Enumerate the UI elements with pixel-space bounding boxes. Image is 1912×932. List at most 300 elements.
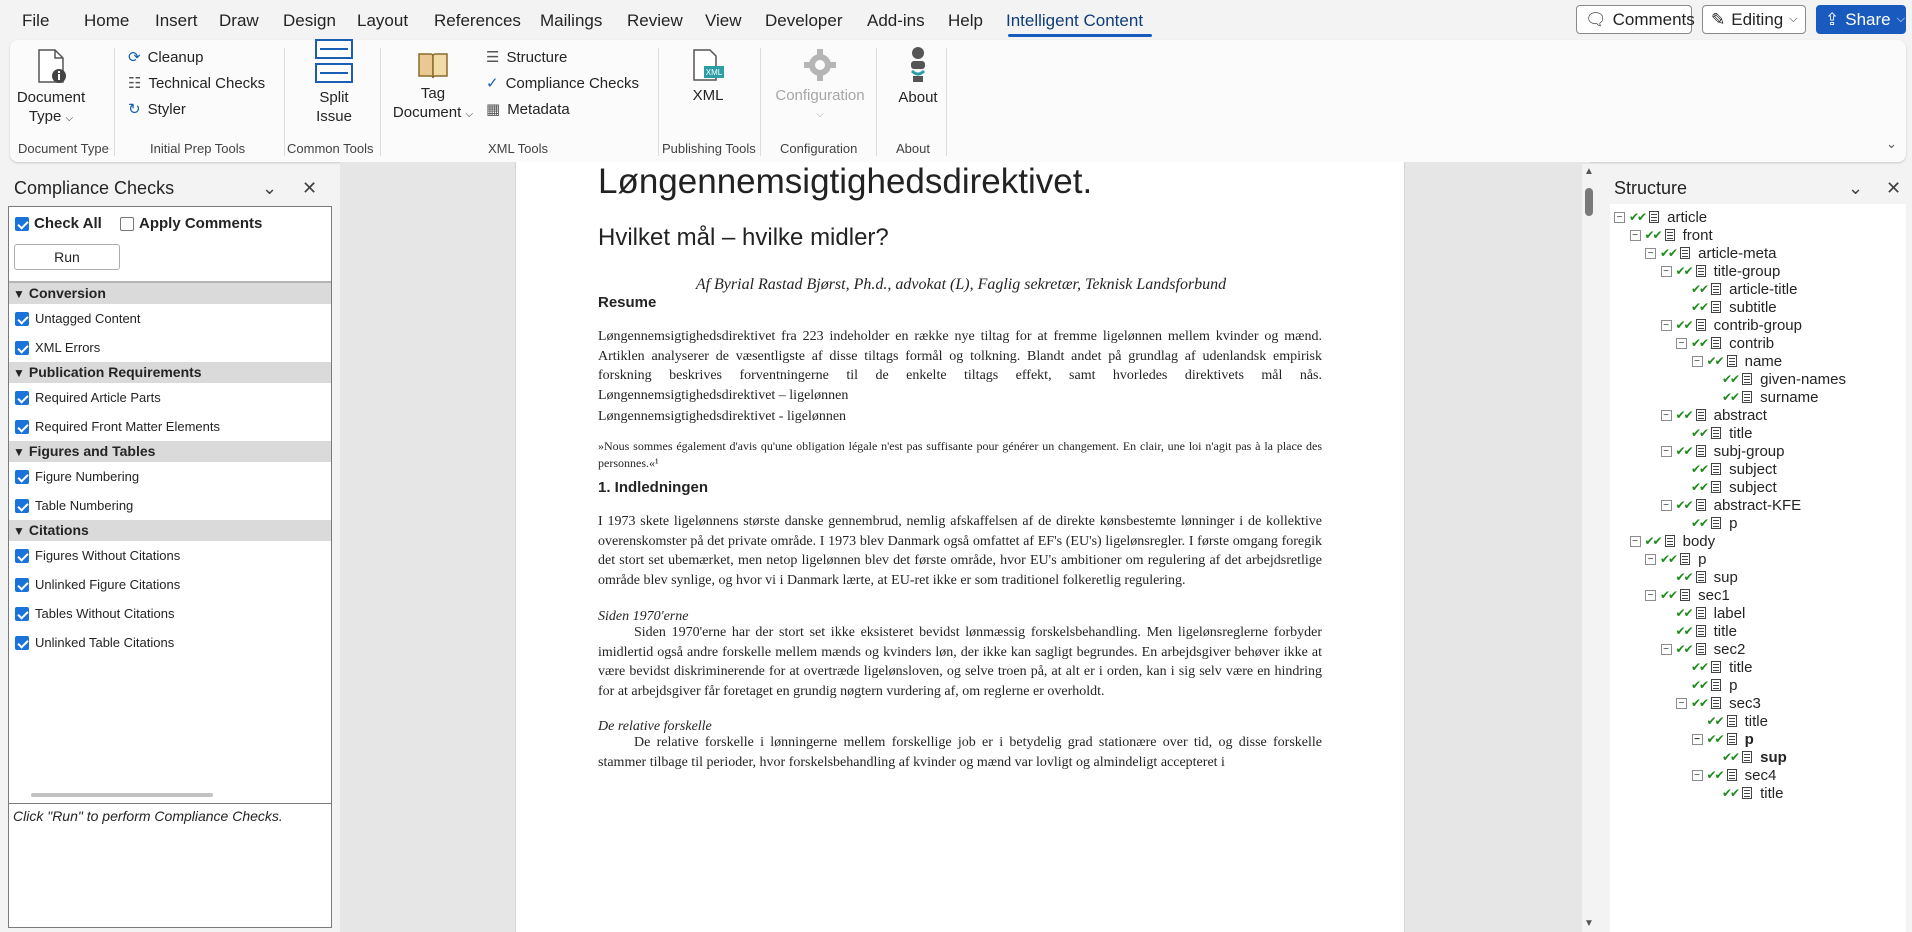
element-document-icon	[1696, 571, 1706, 583]
tree-connector	[1692, 716, 1703, 727]
svg-text:XML: XML	[705, 68, 723, 77]
tab-help[interactable]: Help	[948, 11, 983, 30]
element-document-icon	[1696, 265, 1706, 277]
tree-node-label: title	[1729, 658, 1753, 676]
collapse-toggle-icon[interactable]: −	[1661, 266, 1672, 277]
tree-node-label: title	[1760, 784, 1784, 802]
tree-node-label: sec1	[1698, 586, 1730, 604]
tree-node-label: title	[1713, 622, 1737, 640]
tree-node-label: sec4	[1744, 766, 1777, 784]
comment-icon: 🗨	[1585, 9, 1607, 29]
tree-connector	[1661, 626, 1672, 637]
group-separator	[380, 48, 381, 156]
tree-connector	[1707, 788, 1718, 799]
collapse-triangle-icon: ▼	[13, 287, 25, 301]
element-document-icon	[1711, 661, 1721, 673]
group-separator	[658, 48, 659, 156]
styler-button[interactable]	[128, 100, 186, 118]
document-type-label-2: Type	[28, 108, 62, 125]
structure-icon: ☰	[486, 49, 500, 66]
check-item-figure-numbering[interactable]	[9, 462, 331, 491]
document-info-icon	[35, 48, 67, 84]
structure-pane	[1600, 168, 1912, 932]
group-label-publishing-tools: Publishing Tools	[662, 141, 756, 156]
checkbox-checked-icon	[15, 607, 29, 621]
check-item-label: Required Front Matter Elements	[35, 419, 220, 434]
tab-review[interactable]: Review	[627, 11, 683, 30]
tab-home[interactable]: Home	[84, 11, 130, 30]
valid-check-icon: ✔✔	[1691, 660, 1708, 674]
compliance-check-list	[9, 283, 331, 657]
valid-check-icon: ✔✔	[1675, 570, 1692, 584]
structure-label: Structure	[506, 48, 568, 66]
pane-title: Compliance Checks	[14, 178, 175, 198]
tree-node-label: p	[1729, 514, 1738, 532]
apply-comments-label: Apply Comments	[139, 215, 263, 232]
element-document-icon	[1711, 517, 1721, 529]
check-item-label: Table Numbering	[35, 498, 134, 513]
group-label-common-tools: Common Tools	[287, 141, 374, 156]
ribbon	[10, 40, 1906, 162]
element-document-icon	[1711, 283, 1721, 295]
tree-node-label: abstract	[1713, 406, 1767, 424]
group-label-about: About	[896, 141, 930, 156]
tree-node-label: contrib-group	[1713, 316, 1802, 334]
section-2-title: Siden 1970'erne	[598, 609, 689, 624]
scroll-thumb[interactable]	[1585, 188, 1593, 216]
cleanup-button[interactable]	[128, 48, 203, 66]
element-document-icon	[1680, 553, 1690, 565]
tree-node-label: title	[1744, 712, 1768, 730]
checkbox-checked-icon	[15, 391, 29, 405]
check-item-unlinked-table-citations[interactable]	[9, 628, 331, 657]
tree-connector	[1676, 302, 1687, 313]
cleanup-icon: ⟳	[128, 49, 141, 66]
article-title: Løngennemsigtighedsdirektivet.	[598, 162, 1093, 201]
apply-comments-checkbox[interactable]	[120, 215, 262, 232]
element-document-icon	[1696, 607, 1706, 619]
category-conversion[interactable]	[9, 283, 331, 304]
tree-connector	[1676, 464, 1687, 475]
tree-connector	[1676, 482, 1687, 493]
xml-file-icon	[690, 48, 726, 82]
share-icon: ⇪	[1825, 9, 1840, 29]
split-issue-label: Split	[319, 89, 349, 106]
element-document-icon	[1727, 769, 1737, 781]
tree-node-label: sec3	[1729, 694, 1761, 712]
chevron-down-icon: ⌵	[1896, 13, 1905, 25]
cleanup-label: Cleanup	[147, 48, 204, 66]
metadata-label: Metadata	[507, 100, 570, 118]
tree-node-label: body	[1682, 532, 1716, 550]
valid-check-icon: ✔✔	[1722, 390, 1739, 404]
tree-node-label: p	[1729, 676, 1738, 694]
group-separator	[284, 48, 285, 156]
valid-check-icon: ✔✔	[1675, 498, 1692, 512]
category-citations[interactable]	[9, 520, 331, 541]
valid-check-icon: ✔✔	[1675, 444, 1692, 458]
group-label-document-type: Document Type	[18, 141, 109, 156]
tree-node-label: article	[1667, 208, 1708, 226]
tree-connector	[1676, 518, 1687, 529]
collapse-triangle-icon: ▼	[13, 366, 25, 380]
menu-bar	[0, 0, 1912, 42]
check-item-label: Unlinked Figure Citations	[35, 577, 181, 592]
tab-mailings[interactable]: Mailings	[540, 11, 603, 30]
pane-options-icon[interactable]: ⌄	[1848, 178, 1864, 198]
split-issue-button[interactable]	[298, 38, 370, 126]
compliance-checks-button[interactable]	[486, 74, 639, 92]
pane-title: Structure	[1614, 178, 1688, 198]
valid-check-icon: ✔✔	[1644, 534, 1661, 548]
resume-heading: Resume	[598, 294, 657, 311]
tree-node-label: label	[1713, 604, 1746, 622]
element-document-icon	[1742, 373, 1752, 385]
tree-node-label: title-group	[1713, 262, 1781, 280]
collapse-triangle-icon: ▼	[13, 445, 25, 459]
valid-check-icon: ✔✔	[1660, 246, 1677, 260]
tree-node-label: contrib	[1729, 334, 1775, 352]
valid-check-icon: ✔✔	[1660, 552, 1677, 566]
group-label-initial-prep-tools: Initial Prep Tools	[150, 141, 246, 156]
element-document-icon	[1665, 535, 1675, 547]
element-document-icon	[1711, 697, 1721, 709]
valid-check-icon: ✔✔	[1675, 318, 1692, 332]
collapse-toggle-icon[interactable]: −	[1676, 338, 1687, 349]
checkbox-checked-icon	[15, 217, 29, 231]
active-tab-indicator	[1008, 34, 1152, 37]
collapse-toggle-icon[interactable]: −	[1692, 734, 1703, 745]
document-vertical-scrollbar[interactable]	[1582, 164, 1596, 932]
element-document-icon	[1742, 751, 1752, 763]
tree-node-label: subject	[1729, 478, 1777, 496]
chevron-down-icon: ⌵	[65, 113, 74, 124]
valid-check-icon: ✔✔	[1629, 210, 1646, 224]
valid-check-icon: ✔✔	[1691, 426, 1708, 440]
tree-node-label: article-title	[1729, 280, 1798, 298]
category-publication-requirements[interactable]	[9, 362, 331, 383]
tab-insert[interactable]: Insert	[155, 11, 198, 30]
checkbox-checked-icon	[15, 499, 29, 513]
element-document-icon	[1696, 499, 1706, 511]
collapse-toggle-icon[interactable]: −	[1614, 212, 1625, 223]
category-label: Citations	[28, 522, 89, 538]
document-page[interactable]	[515, 162, 1405, 932]
group-separator	[114, 48, 115, 156]
element-document-icon	[1711, 337, 1721, 349]
element-document-icon	[1727, 733, 1737, 745]
tab-view[interactable]: View	[705, 11, 742, 30]
category-label: Conversion	[28, 285, 106, 301]
article-subtitle: Hvilket mål – hvilke midler?	[598, 224, 889, 251]
about-label: About	[898, 89, 938, 106]
collapse-toggle-icon[interactable]: −	[1645, 248, 1656, 259]
collapse-toggle-icon[interactable]: −	[1645, 590, 1656, 601]
check-item-required-article-parts[interactable]	[9, 383, 331, 412]
comments-button[interactable]	[1576, 5, 1695, 34]
scroll-up-icon[interactable]: ▲	[1584, 166, 1594, 177]
tree-connector	[1676, 284, 1687, 295]
collapse-toggle-icon[interactable]: −	[1676, 698, 1687, 709]
collapse-toggle-icon[interactable]: −	[1630, 536, 1641, 547]
checkbox-checked-icon	[15, 549, 29, 563]
element-document-icon	[1680, 247, 1690, 259]
check-item-label: Tables Without Citations	[35, 606, 175, 621]
tag-document-button[interactable]	[388, 48, 478, 124]
styler-label: Styler	[147, 100, 186, 118]
technical-checks-button[interactable]	[128, 74, 265, 92]
valid-check-icon: ✔✔	[1691, 462, 1708, 476]
collapse-toggle-icon[interactable]: −	[1630, 230, 1641, 241]
category-figures-and-tables[interactable]	[9, 441, 331, 462]
section-1-paragraph: I 1973 skete ligelønnens største danske gennembrud, nemlig afskaffelsen af de direkte kønsbestemte lønninger i de kollektive overenskomster på det private område. I 1973 blev Danmark også omfattet af EF's (EU's) ligelønsregler. I første omgang foregik det stort set ubemærket, men netop ligelønnen blev det første område, hvor EU's ambitioner om regulering af det arbejdsretlige område blev synlige, og hvor vi i Danmark lærte, at EU-ret ikke er som traditionel folkeretlig regulering.	[598, 514, 1322, 588]
tab-add-ins[interactable]: Add-ins	[867, 11, 925, 30]
tab-intelligent-content[interactable]: Intelligent Content	[1006, 11, 1144, 30]
tree-connector	[1707, 374, 1718, 385]
collapse-toggle-icon[interactable]: −	[1661, 446, 1672, 457]
chevron-down-icon: ⌵	[816, 109, 824, 120]
editing-label: Editing	[1731, 9, 1784, 29]
run-button[interactable]: Run	[14, 244, 120, 270]
check-item-label: Required Article Parts	[35, 390, 161, 405]
valid-check-icon: ✔✔	[1706, 732, 1723, 746]
gear-icon	[803, 48, 837, 82]
valid-check-icon: ✔✔	[1691, 480, 1708, 494]
group-separator	[876, 48, 877, 156]
check-item-required-front-matter[interactable]	[9, 412, 331, 441]
chevron-down-icon: ⌵	[1789, 13, 1798, 25]
element-document-icon	[1742, 391, 1752, 403]
structure-tree	[1610, 204, 1906, 932]
valid-check-icon: ✔✔	[1644, 228, 1661, 242]
check-item-tables-without-citations[interactable]	[9, 599, 331, 628]
tree-node-label: surname	[1760, 388, 1819, 406]
valid-check-icon: ✔✔	[1722, 372, 1739, 386]
kfe-paragraph: Løngennemsigtighedsdirektivet - ligelønnen	[598, 409, 847, 424]
tree-node-label: subject	[1729, 460, 1777, 478]
tree-node-label: article-meta	[1698, 244, 1777, 262]
group-label-configuration: Configuration	[780, 141, 858, 156]
valid-check-icon: ✔✔	[1675, 642, 1692, 656]
styler-icon: ↻	[128, 101, 141, 118]
element-document-icon	[1696, 643, 1706, 655]
checkbox-checked-icon	[15, 636, 29, 650]
share-button[interactable]	[1816, 5, 1906, 34]
status-message: Click "Run" to perform Compliance Checks.	[9, 803, 331, 927]
section-1-heading: 1. Indledningen	[598, 479, 709, 496]
configuration-label: Configuration	[775, 87, 865, 104]
element-document-icon	[1711, 427, 1721, 439]
article-author: Af Byrial Rastad Bjørst, Ph.d., advokat (L), Faglig sekretær, Teknisk Landsforbund	[695, 276, 1227, 293]
checkmark-icon: ✓	[486, 75, 499, 92]
valid-check-icon: ✔✔	[1706, 714, 1723, 728]
editing-mode-button[interactable]	[1702, 5, 1806, 34]
compliance-checks-label: Compliance Checks	[505, 74, 639, 92]
collapse-toggle-icon[interactable]: −	[1692, 356, 1703, 367]
tab-layout[interactable]: Layout	[357, 11, 409, 30]
collapse-toggle-icon[interactable]: −	[1645, 554, 1656, 565]
tab-developer[interactable]: Developer	[765, 11, 843, 30]
document-type-label: Document	[16, 89, 86, 106]
pencil-icon: ✎	[1711, 9, 1726, 29]
tab-references[interactable]: References	[434, 11, 521, 30]
tree-node-label: subj-group	[1713, 442, 1785, 460]
element-document-icon	[1742, 787, 1752, 799]
element-document-icon	[1649, 211, 1659, 223]
tree-node-title[interactable]	[1707, 782, 1783, 804]
tag-document-label: Tag	[420, 85, 446, 102]
tree-connector	[1676, 680, 1687, 691]
share-label: Share	[1845, 9, 1891, 29]
tree-connector	[1676, 428, 1687, 439]
element-document-icon	[1696, 409, 1706, 421]
element-document-icon	[1727, 355, 1737, 367]
valid-check-icon: ✔✔	[1660, 588, 1677, 602]
valid-check-icon: ✔✔	[1706, 768, 1723, 782]
element-document-icon	[1665, 229, 1675, 241]
xml-label: XML	[692, 87, 724, 104]
about-person-icon	[905, 46, 931, 84]
tree-connector	[1661, 572, 1672, 583]
tree-node-label: sup	[1760, 748, 1787, 766]
element-document-icon	[1696, 319, 1706, 331]
tree-node-label: given-names	[1760, 370, 1846, 388]
collapse-toggle-icon[interactable]: −	[1661, 410, 1672, 421]
tree-node-label: sup	[1713, 568, 1738, 586]
tree-connector	[1707, 392, 1718, 403]
structure-button[interactable]	[486, 48, 567, 66]
element-document-icon	[1711, 481, 1721, 493]
check-all-label: Check All	[34, 215, 102, 232]
tree-node-label: p	[1698, 550, 1707, 568]
checkbox-checked-icon	[15, 420, 29, 434]
technical-checks-label: Technical Checks	[148, 74, 266, 92]
check-item-untagged-content[interactable]	[9, 304, 331, 333]
group-separator	[760, 48, 761, 156]
compliance-controls	[9, 207, 331, 283]
tag-document-label-2: Document	[392, 104, 462, 121]
check-item-unlinked-figure-citations[interactable]	[9, 570, 331, 599]
tree-connector	[1676, 662, 1687, 673]
collapse-triangle-icon: ▼	[13, 524, 25, 538]
check-item-figures-without-citations[interactable]	[9, 541, 331, 570]
valid-check-icon: ✔✔	[1675, 606, 1692, 620]
tab-draw[interactable]: Draw	[219, 11, 259, 30]
valid-check-icon: ✔✔	[1706, 354, 1723, 368]
category-label: Publication Requirements	[28, 364, 202, 380]
collapse-toggle-icon[interactable]: −	[1661, 500, 1672, 511]
valid-check-icon: ✔✔	[1675, 624, 1692, 638]
pane-options-icon[interactable]: ⌄	[262, 178, 278, 198]
section-3-title: De relative forskelle	[598, 719, 712, 734]
comments-label: Comments	[1612, 9, 1695, 29]
checkbox-checked-icon	[15, 578, 29, 592]
check-item-label: Figure Numbering	[35, 469, 140, 484]
tree-node-label: subtitle	[1729, 298, 1777, 316]
check-item-label: XML Errors	[35, 340, 101, 355]
compliance-checks-pane	[0, 168, 340, 932]
valid-check-icon: ✔✔	[1722, 786, 1739, 800]
tab-design[interactable]: Design	[283, 11, 336, 30]
tree-node-label: p	[1744, 730, 1754, 748]
checkbox-checked-icon	[15, 341, 29, 355]
check-item-label: Unlinked Table Citations	[35, 635, 175, 650]
checkbox-checked-icon	[15, 470, 29, 484]
tab-file[interactable]: File	[22, 11, 50, 30]
collapse-toggle-icon[interactable]: −	[1692, 770, 1703, 781]
group-label-xml-tools: XML Tools	[488, 141, 548, 156]
tree-node-label: sec2	[1713, 640, 1746, 658]
checkbox-unchecked-icon	[120, 217, 134, 231]
horizontal-scrollbar[interactable]	[31, 793, 213, 797]
element-document-icon	[1696, 445, 1706, 457]
valid-check-icon: ✔✔	[1691, 516, 1708, 530]
document-type-button[interactable]	[14, 48, 88, 128]
valid-check-icon: ✔✔	[1691, 282, 1708, 296]
collapse-toggle-icon[interactable]: −	[1661, 644, 1672, 655]
check-item-table-numbering[interactable]	[9, 491, 331, 520]
tree-node-label: title	[1729, 424, 1753, 442]
close-icon[interactable]: ✕	[1886, 178, 1902, 198]
checkbox-checked-icon	[15, 312, 29, 326]
section-2-paragraph: Siden 1970'erne har der stort set ikke eksisteret bevidst lønmæssig forskelsbehandling. Men ligelønsreglerne forbyder imidlertid også andre forskelle mellem mænds og kvinders løn, der ikke kan sagligt begrundes. En arbejdsgiver behøver ikke at være bevidst diskriminerende for at overtræde ligelønsloven, og selve troen på, at alt er i orden, kan i sig selv være en hindring for at arbejdsgiver får foretaget en grundig nøgtern vurdering af, om reglerne er overholdt.	[598, 625, 1322, 699]
quote-paragraph: »Nous sommes également d'avis qu'une obligation légale n'est pas suffisante pour générer un changement. En clair, une loi n'agit pas à la place des personnes.«¹	[598, 439, 1322, 470]
category-label: Figures and Tables	[28, 443, 156, 459]
chevron-down-icon: ⌵	[465, 109, 474, 120]
check-item-label: Figures Without Citations	[35, 548, 181, 563]
element-document-icon	[1711, 679, 1721, 691]
tree-connector	[1707, 752, 1718, 763]
tree-node-label: front	[1682, 226, 1713, 244]
check-all-checkbox[interactable]	[15, 215, 102, 232]
element-document-icon	[1680, 589, 1690, 601]
about-button[interactable]	[886, 46, 950, 107]
scroll-down-icon[interactable]: ▼	[1584, 918, 1594, 929]
metadata-button[interactable]	[486, 100, 570, 118]
close-icon[interactable]: ✕	[302, 178, 318, 198]
metadata-icon: ▦	[486, 101, 501, 118]
resume-paragraph: Løngennemsigtighedsdirektivet fra 223 indeholder en række nye tiltag for at fremme ligelønnen mellem kvinder og mænd. Artiklen analyserer de væsentligste af disse tiltags formål og tolkning. Blandt andet på grundlag af udenlandsk empirisk forskning beskrives forventningerne til de enkelte tiltags effekt, samt hvorledes direktivets mål nås. Løngennemsigtighedsdirektivet – ligelønnen	[598, 329, 1322, 403]
valid-check-icon: ✔✔	[1691, 678, 1708, 692]
element-document-icon	[1711, 463, 1721, 475]
valid-check-icon: ✔✔	[1675, 408, 1692, 422]
configuration-button[interactable]	[770, 48, 870, 124]
valid-check-icon: ✔✔	[1691, 300, 1708, 314]
tree-node-label: name	[1744, 352, 1783, 370]
tree-connector	[1661, 608, 1672, 619]
valid-check-icon: ✔✔	[1675, 264, 1692, 278]
group-separator	[946, 48, 947, 156]
collapse-ribbon-icon[interactable]: ⌄	[1886, 136, 1897, 151]
valid-check-icon: ✔✔	[1722, 750, 1739, 764]
book-icon	[415, 48, 451, 80]
check-item-xml-errors[interactable]	[9, 333, 331, 362]
valid-check-icon: ✔✔	[1691, 336, 1708, 350]
collapse-toggle-icon[interactable]: −	[1661, 320, 1672, 331]
tree-node-label: abstract-KFE	[1713, 496, 1802, 514]
split-issue-icon	[314, 38, 354, 84]
technical-checks-icon: ☷	[128, 75, 142, 92]
check-item-label: Untagged Content	[35, 311, 141, 326]
valid-check-icon: ✔✔	[1691, 696, 1708, 710]
element-document-icon	[1696, 625, 1706, 637]
compliance-checks-panel	[8, 206, 332, 928]
split-issue-label-2: Issue	[316, 108, 352, 125]
section-3-paragraph: De relative forskelle i lønningerne mellem forskellige job er i betydelig grad stationære over tid, og disse forskelle stammer tilbage til perioder, hvor forskelsbehandling af kvinder og mænd var lovligt og almindeligt accepteret i	[598, 735, 1322, 770]
element-document-icon	[1711, 301, 1721, 313]
element-document-icon	[1727, 715, 1737, 727]
xml-button[interactable]	[678, 48, 738, 105]
